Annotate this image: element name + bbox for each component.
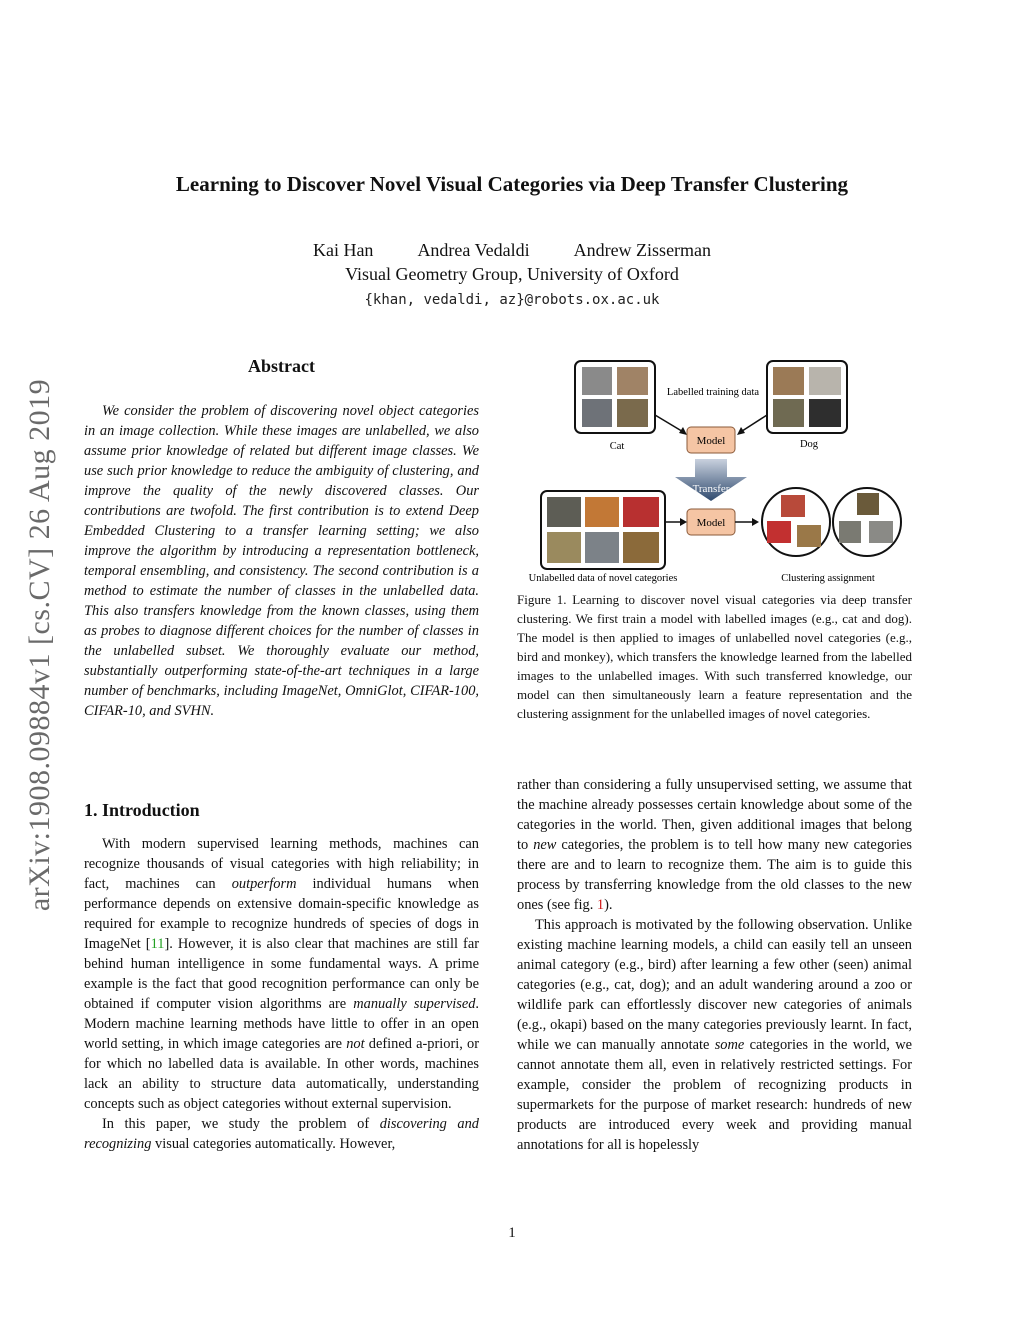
arrowhead	[679, 427, 687, 435]
transfer-label: Transfer	[692, 483, 730, 495]
labelled-training-data-label: Labelled training data	[666, 387, 760, 398]
page-number: 1	[508, 1225, 516, 1241]
paper-title: Learning to Discover Novel Visual Categories via Deep Transfer Clustering	[175, 172, 849, 196]
author-name: Kai Han	[312, 240, 374, 260]
figure-1-caption: Figure 1. Learning to discover novel visual categories via deep transfer clustering. We first train a model with labelled images (e.g., cat and dog). The model is then applied to images of unlabelled novel categories (e.g., bird and monkey), which transfers the knowledge learned from the labelled images to the unlabelled images. With such transferred knowledge, our model can then simultaneously learn a feature representation and the clustering assignment for the unlabelled images of novel categories.	[517, 592, 912, 721]
abstract-text: We consider the problem of discovering novel object categories in an image collection. While these images are unlabelled, we also assume prior knowledge of related but different image classes. We use such prior knowledge to reduce the ambiguity of clustering, and improve the quality of the newly discovered classes. Our contributions are twofold. The first contribution is to extend Deep Embedded Clustering to a transfer learning setting; we also improve the algorithm by introducing a representation bottleneck, temporal ensembling, and consistency. The second contribution is a method to estimate the number of classes in the unlabelled data. This also transfers knowledge from the known classes, using them as probes to diagnose different choices for the number of classes in the unlabelled subset. We thoroughly evaluate our method, substantially outperforming state-of-the-art techniques in a large number of benchmarks, including ImageNet, OmniGlot, CIFAR-100, CIFAR-10, and SVHN.	[84, 403, 479, 719]
unlabelled-thumbnail	[547, 532, 581, 563]
model-label-bottom: Model	[696, 517, 726, 529]
author-list	[262, 240, 762, 261]
cat-thumbnail	[617, 367, 648, 395]
figure-1-diagram	[517, 355, 912, 590]
arrow-cat-to-model	[655, 415, 685, 433]
author-name: Andrea Vedaldi	[417, 240, 530, 260]
dog-image-group	[767, 361, 847, 433]
unlabelled-thumbnail	[585, 532, 619, 563]
introduction-body	[84, 834, 479, 1154]
affiliation: Visual Geometry Group, University of Oxford	[345, 264, 679, 284]
cluster-thumbnail	[797, 525, 821, 547]
dog-thumbnail	[773, 399, 804, 427]
intro-paragraph: With modern supervised learning methods, machines can recognize thousands of visual categories with high reliability; in fact, machines can outperform individual humans when performance depends on extensive domain-specific knowledge as required for example to recognize hundreds of species of dogs in ImageNet [11]. However, it is also clear that machines are still far behind human intelligence in some fundamental ways. A prime example is the fact that good recognition performance can only be obtained if computer vision algorithms are manually supervised. Modern machine learning methods have little to offer in an open world setting, in which image categories are not defined a-priori, or for which no labelled data is available. In other words, machines lack an ability to structure data automatically, understanding concepts such as object categories without external supervision.	[84, 836, 480, 1112]
intro-paragraph: In this paper, we study the problem of discovering and recognizing visual categories automatically. However,	[84, 1116, 480, 1152]
cat-image-group	[575, 361, 655, 433]
arrow-dog-to-model	[739, 415, 767, 433]
cat-label: Cat	[609, 441, 625, 452]
cluster-thumbnail	[767, 521, 791, 543]
cat-thumbnail	[582, 367, 612, 395]
body-paragraph: rather than considering a fully unsupervised setting, we assume that the machine already possesses certain knowledge about some of the categories in the world. Then, given additional images that belong to new categories, the problem is to tell how many new categories there are and to learn to recognize them. The aim is to guide this process by transferring knowledge from the old classes to the new ones (see fig. 1).	[517, 777, 912, 913]
dog-thumbnail	[809, 367, 841, 395]
arrowhead	[680, 518, 687, 526]
abstract-body	[84, 401, 479, 721]
unlabelled-label: Unlabelled data of novel categories	[528, 573, 678, 584]
dog-thumbnail	[809, 399, 841, 427]
dog-thumbnail	[773, 367, 804, 395]
unlabelled-image-group	[541, 491, 665, 569]
arxiv-sidebar	[10, 345, 70, 945]
abstract-heading: Abstract	[248, 356, 315, 376]
author-email: {khan, vedaldi, az}@robots.ox.ac.uk	[364, 292, 660, 308]
unlabelled-thumbnail	[585, 497, 619, 527]
arrowhead	[737, 427, 745, 435]
right-column-body	[517, 775, 912, 1155]
cluster-thumbnail	[869, 521, 893, 543]
cat-thumbnail	[617, 399, 648, 427]
unlabelled-thumbnail	[623, 497, 659, 527]
author-name: Andrew Zisserman	[573, 240, 712, 260]
arrowhead	[752, 518, 759, 526]
cluster-thumbnail	[857, 493, 879, 515]
cat-thumbnail	[582, 399, 612, 427]
figure-reference-link[interactable]: 1	[596, 897, 605, 913]
introduction-heading: 1. Introduction	[84, 800, 200, 820]
dog-label: Dog	[799, 439, 819, 450]
clustering-label: Clustering assignment	[781, 573, 875, 584]
unlabelled-thumbnail	[547, 497, 581, 527]
cluster-thumbnail	[781, 495, 805, 517]
arxiv-id: arXiv:1908.09884v1 [cs.CV] 26 Aug 2019	[23, 378, 57, 912]
cluster-thumbnail	[839, 521, 861, 543]
model-label-top: Model	[696, 435, 726, 447]
body-paragraph: This approach is motivated by the following observation. Unlike existing machine learning models, a child can easily tell an unseen animal category (e.g., bird) after learning a few other (seen) animal categories (e.g., cat, dog); and an adult wandering around a zoo or wildlife park can effortlessly discover new categories of animals (e.g., okapi) based on the many categories previously learnt. In fact, while we can manually annotate some categories in the world, we cannot annotate them all, even in relatively restricted settings. For example, consider the problem of recognizing products in supermarkets for the purpose of market research: hundreds of new products are introduced every week and providing manual annotations for all is hopelessly	[517, 917, 912, 1153]
citation-link[interactable]: 11	[150, 936, 165, 952]
unlabelled-thumbnail	[623, 532, 659, 563]
